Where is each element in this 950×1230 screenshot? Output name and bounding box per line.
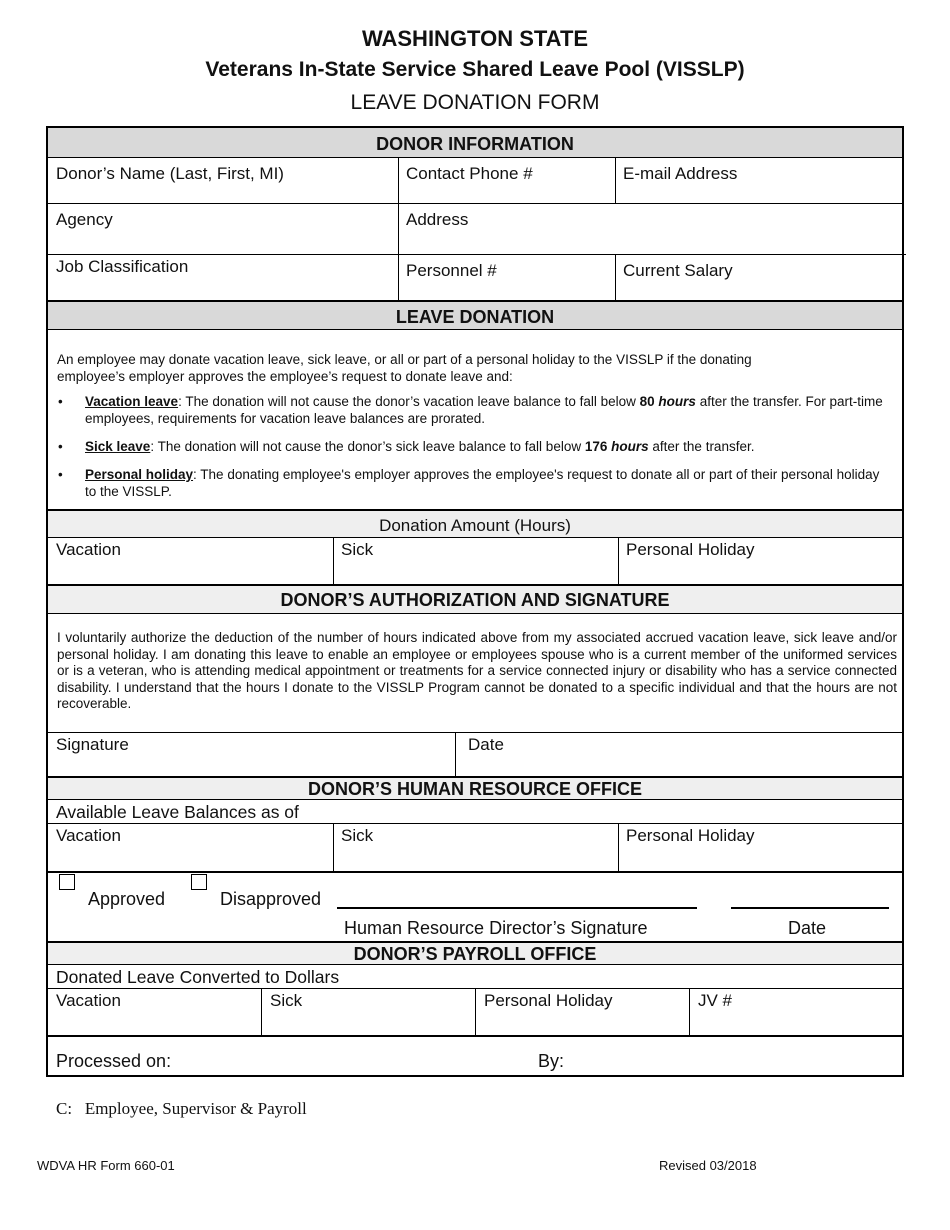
leave-converted-label: Donated Leave Converted to Dollars — [56, 967, 340, 987]
hr-director-signature-label: Human Resource Director’s Signature — [344, 918, 648, 938]
payroll-personal-holiday-field[interactable]: Personal Holiday — [484, 991, 613, 1010]
disapproved-checkbox[interactable] — [191, 874, 207, 890]
job-classification-field[interactable]: Job Classification — [56, 257, 189, 276]
hr-approval-date-line[interactable] — [731, 907, 889, 909]
copy-distribution: C: Employee, Supervisor & Payroll — [56, 1099, 307, 1118]
leave-donation-form: DONOR INFORMATION Donor’s Name (Last, First, MI) Contact Phone # E-mail Address Agency Address Job Classification Personnel # Current Salary LEAVE DONATION An employee may donate vacation leave, sick leave, or all or part of a personal holiday to the VISSLP if the donating employee’s employer approves the employee’s request to donate leave and: • Vacation leave: The donation will not cause the donor’s vacation leave balance to fall below 80 hours after the transfer. For part-time employees, requirements for vacation leave balances are prorated. • Sick leave: The donation will not cause the donor’s sick leave balance to fall below 176 hours after the transfer. • Personal holiday: The donating employee's employer approves the employee's request to donate all or part of their personal holiday to the VISSLP. Donation Amount (Hours) Vacation Sick Personal Holiday DONOR’S AUTHORIZATION AND SIGNATURE I voluntarily authorize the deduction of the number of hours indicated above from my associated accrued vacation leave, sick leave and/or personal holiday. I am donating this leave to enable an employee or employees spouse who is a current member of the uniformed services or is a veteran, who is attending medical appointment or treatments for a service connected injury or disability who has a service connected disability. I understand that the hours I donate to the VISSLP Program cannot be donated to a specific individual and that the hours are not recoverable. Signature Date DONOR’S HUMAN RESOURCE OFFICE Available Leave Balances as of Vacation Sick Personal Holiday Approved Disapproved Human Resource Director’s Signature Date DONOR’S PAYROLL OFFICE Donated Leave Converted to Dollars Vacation Sick Personal Holiday JV # Processed on: By: — [46, 126, 904, 1077]
donation-personal-holiday-field[interactable]: Personal Holiday — [626, 540, 755, 559]
donation-vacation-field[interactable]: Vacation — [56, 540, 121, 559]
leave-donation-intro: An employee may donate vacation leave, sick leave, or all or part of a personal holiday to the VISSLP if the donating employee’s employer approves the employee’s request to donate leave and: — [57, 352, 752, 384]
payroll-jv-number-field[interactable]: JV # — [698, 991, 733, 1010]
donation-sick-field[interactable]: Sick — [341, 540, 374, 559]
processed-on-field[interactable]: Processed on: — [56, 1051, 172, 1071]
hr-office-heading: DONOR’S HUMAN RESOURCE OFFICE — [48, 778, 902, 799]
authorization-statement: I voluntarily authorize the deduction of the number of hours indicated above from my associated accrued vacation leave, sick leave and/or personal holiday. I am donating this leave to enable an employee or employees spouse who is a current member of the uniformed services or is a veteran, who is attending medical appointment or treatments for a service connected injury or disability who has a service connected disability. I understand that the hours I donate to the VISSLP Program cannot be donated to a specific individual and that the hours are not recoverable. — [57, 630, 897, 711]
contact-phone-field[interactable]: Contact Phone # — [406, 164, 533, 183]
form-state-title: WASHINGTON STATE — [361, 26, 589, 51]
approved-label: Approved — [88, 889, 166, 909]
donor-signature-field[interactable]: Signature — [56, 735, 129, 754]
balance-personal-holiday-field[interactable]: Personal Holiday — [626, 826, 755, 845]
address-field[interactable]: Address — [406, 210, 469, 229]
form-id: WDVA HR Form 660-01 — [37, 1158, 175, 1173]
leave-donation-heading: LEAVE DONATION — [48, 302, 902, 330]
payroll-sick-field[interactable]: Sick — [270, 991, 303, 1010]
revision-date: Revised 03/2018 — [659, 1158, 757, 1173]
form-program-title: Veterans In-State Service Shared Leave Pool (VISSLP) — [205, 58, 745, 81]
available-leave-balances-label: Available Leave Balances as of — [56, 802, 299, 822]
approved-checkbox[interactable] — [59, 874, 75, 890]
payroll-vacation-field[interactable]: Vacation — [56, 991, 121, 1010]
donor-signature-date-field[interactable]: Date — [468, 735, 504, 754]
donation-amount-heading: Donation Amount (Hours) — [48, 511, 902, 537]
current-salary-field[interactable]: Current Salary — [623, 261, 733, 280]
disapproved-label: Disapproved — [220, 889, 322, 909]
donor-name-field[interactable]: Donor’s Name (Last, First, MI) — [56, 164, 284, 183]
agency-field[interactable]: Agency — [56, 210, 113, 229]
balance-sick-field[interactable]: Sick — [341, 826, 374, 845]
payroll-office-heading: DONOR’S PAYROLL OFFICE — [48, 943, 902, 964]
form-name-title: LEAVE DONATION FORM — [350, 91, 600, 114]
hr-director-signature-line[interactable] — [337, 907, 697, 909]
balance-vacation-field[interactable]: Vacation — [56, 826, 121, 845]
hr-approval-date-label: Date — [788, 918, 827, 938]
authorization-heading: DONOR’S AUTHORIZATION AND SIGNATURE — [48, 586, 902, 613]
processed-by-field[interactable]: By: — [538, 1051, 565, 1071]
personnel-number-field[interactable]: Personnel # — [406, 261, 497, 280]
email-address-field[interactable]: E-mail Address — [623, 164, 738, 183]
donor-information-heading: DONOR INFORMATION — [48, 128, 902, 157]
